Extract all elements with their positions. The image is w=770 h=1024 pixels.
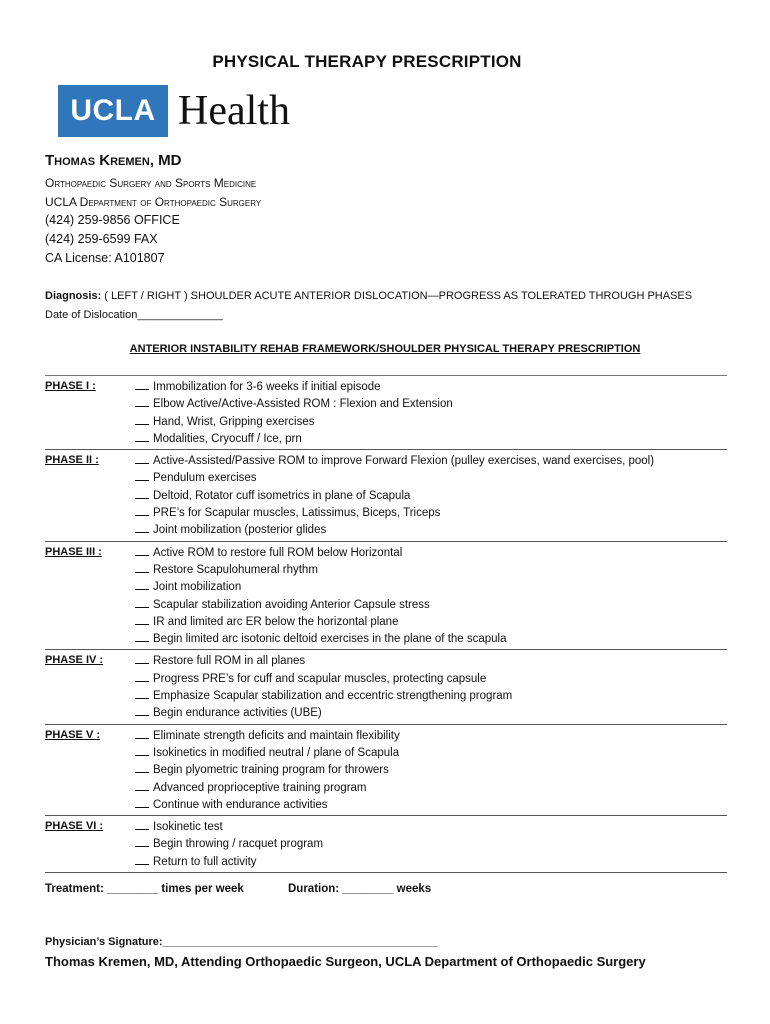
checkbox-blank[interactable] — [135, 797, 149, 808]
checkbox-blank[interactable] — [135, 414, 149, 425]
phase-label: PHASE IV : — [45, 654, 104, 667]
phase-item — [135, 505, 727, 522]
phase-item — [135, 688, 727, 705]
checkbox-blank[interactable] — [135, 780, 149, 791]
phase-item-text: Restore Scapulohumeral rhythm — [153, 563, 318, 576]
checkbox-blank[interactable] — [135, 705, 149, 716]
phase-label: PHASE I : — [45, 380, 96, 392]
phases-table — [45, 375, 727, 873]
phase-item — [135, 431, 727, 448]
phase-item-text: Eliminate strength deficits and maintain flexibility — [153, 729, 400, 742]
phase-item — [135, 396, 727, 413]
checkbox-blank[interactable] — [135, 819, 149, 830]
checkbox-blank[interactable] — [135, 562, 149, 573]
phase-item-text: Begin limited arc isotonic deltoid exercises in the plane of the scapula — [153, 633, 507, 646]
phase-item — [135, 728, 727, 745]
checkbox-blank[interactable] — [135, 653, 149, 664]
phase-item — [135, 836, 727, 853]
phase-item-text: Advanced proprioceptive training program — [153, 781, 367, 794]
phase-items — [135, 545, 727, 649]
phase-label: PHASE V : — [45, 728, 101, 741]
doctor-specialty: Orthopaedic Surgery and Sports Medicine — [45, 176, 257, 190]
phase-items — [135, 819, 727, 871]
checkbox-blank[interactable] — [135, 522, 149, 533]
checkbox-blank[interactable] — [135, 488, 149, 499]
logo-word: Health — [178, 88, 290, 134]
checkbox-blank[interactable] — [135, 579, 149, 590]
phase-item-text: Immobilization for 3-6 weeks if initial episode — [153, 381, 381, 393]
phase-item — [135, 597, 727, 614]
phase-item-text: Active-Assisted/Passive ROM to improve Forward Flexion (pulley exercises, wand exercises, pool) — [153, 455, 655, 468]
phase-items — [135, 653, 727, 722]
phase-item — [135, 579, 727, 596]
phase-item-text: Begin endurance activities (UBE) — [153, 707, 322, 720]
phase-item — [135, 762, 727, 779]
checkbox-blank[interactable] — [135, 854, 149, 865]
diagnosis-text: ( LEFT / RIGHT ) SHOULDER ACUTE ANTERIOR DISLOCATION—PROGRESS AS TOLERATED THROUGH PHASES — [104, 290, 693, 302]
phase-item-text: Elbow Active/Active-Assisted ROM : Flexion and Extension — [153, 398, 453, 411]
phase-row — [45, 376, 727, 450]
phase-item-text: Isokinetics in modified neutral / plane of Scapula — [153, 746, 400, 759]
diagnosis-line — [45, 290, 692, 302]
phase-item-text: Pendulum exercises — [153, 472, 257, 485]
checkbox-blank[interactable] — [135, 470, 149, 481]
phase-item-text: Deltoid, Rotator cuff isometrics in plane of Scapula — [153, 489, 411, 502]
phase-item-text: Joint mobilization — [153, 581, 242, 594]
phase-item-text: Hand, Wrist, Gripping exercises — [153, 415, 315, 428]
checkbox-blank[interactable] — [135, 762, 149, 773]
checkbox-blank[interactable] — [135, 745, 149, 756]
phase-item — [135, 414, 727, 431]
checkbox-blank[interactable] — [135, 505, 149, 516]
doctor-department: UCLA Department of Orthopaedic Surgery — [45, 195, 262, 209]
footer-attribution: Thomas Kremen, MD, Attending Orthopaedic Surgeon, UCLA Department of Orthopaedic Surgery — [45, 954, 646, 969]
checkbox-blank[interactable] — [135, 631, 149, 642]
phase-item — [135, 470, 727, 487]
checkbox-blank[interactable] — [135, 728, 149, 739]
phase-item — [135, 614, 727, 631]
ucla-health-logo — [58, 85, 290, 137]
doctor-name: Thomas Kremen, MD — [45, 152, 182, 169]
office-phone: (424) 259-9856 OFFICE — [45, 213, 180, 227]
signature-field[interactable]: Physician’s Signature:_____________________________________________ — [45, 936, 438, 948]
checkbox-blank[interactable] — [135, 545, 149, 556]
phase-item-text: Progress PRE’s for cuff and scapular muscles, protecting capsule — [153, 672, 487, 685]
phase-items — [135, 728, 727, 814]
license-number: CA License: A101807 — [45, 251, 165, 265]
phase-item-text: IR and limited arc ER below the horizontal plane — [153, 615, 399, 628]
phase-item — [135, 562, 727, 579]
phase-item-text: PRE’s for Scapular muscles, Latissimus, Biceps, Triceps — [153, 507, 441, 520]
phase-item — [135, 488, 727, 505]
phase-item-text: Return to full activity — [153, 855, 257, 868]
phase-row — [45, 816, 727, 873]
phase-label: PHASE III : — [45, 545, 102, 558]
checkbox-blank[interactable] — [135, 671, 149, 682]
phase-item-text: Isokinetic test — [153, 821, 223, 834]
duration-field[interactable]: Duration: ________ weeks — [288, 883, 432, 895]
checkbox-blank[interactable] — [135, 396, 149, 407]
phase-row — [45, 650, 727, 724]
phase-item-text: Joint mobilization (posterior glides — [153, 524, 327, 537]
phase-item-text: Scapular stabilization avoiding Anterior Capsule stress — [153, 598, 430, 611]
phase-item — [135, 671, 727, 688]
treatment-field[interactable]: Treatment: ________ times per week — [45, 883, 244, 895]
checkbox-blank[interactable] — [135, 614, 149, 625]
fax-number: (424) 259-6599 FAX — [45, 232, 158, 246]
phase-item — [135, 545, 727, 562]
phase-item — [135, 819, 727, 836]
phase-item-text: Continue with endurance activities — [153, 798, 328, 811]
phase-item — [135, 780, 727, 797]
phase-item-text: Begin plyometric training program for throwers — [153, 764, 389, 777]
page-title: PHYSICAL THERAPY PRESCRIPTION — [212, 52, 522, 71]
phase-item-text: Begin throwing / racquet program — [153, 838, 324, 851]
phase-item-text: Restore full ROM in all planes — [153, 655, 306, 668]
framework-heading: ANTERIOR INSTABILITY REHAB FRAMEWORK/SHOULDER PHYSICAL THERAPY PRESCRIPTION — [129, 343, 641, 355]
phase-item-text: Emphasize Scapular stabilization and eccentric strengthening program — [153, 690, 513, 703]
phase-item-text: Active ROM to restore full ROM below Horizontal — [153, 546, 403, 559]
phase-items — [135, 379, 727, 448]
checkbox-blank[interactable] — [135, 836, 149, 847]
phase-items — [135, 453, 727, 539]
phase-item — [135, 854, 727, 871]
phase-item — [135, 522, 727, 539]
phase-item — [135, 745, 727, 762]
phase-row — [45, 725, 727, 816]
phase-label: PHASE VI : — [45, 820, 104, 833]
phase-item — [135, 379, 727, 396]
checkbox-blank[interactable] — [135, 453, 149, 464]
date-of-dislocation-field[interactable]: Date of Dislocation______________ — [45, 309, 223, 321]
checkbox-blank[interactable] — [135, 688, 149, 699]
phase-row — [45, 450, 727, 541]
phase-item — [135, 797, 727, 814]
phase-item — [135, 631, 727, 648]
phase-label: PHASE II : — [45, 454, 99, 467]
phase-item — [135, 453, 727, 470]
checkbox-blank[interactable] — [135, 597, 149, 608]
phase-item-text: Modalities, Cryocuff / Ice, prn — [153, 432, 302, 445]
phase-item — [135, 653, 727, 670]
phase-item — [135, 705, 727, 722]
diagnosis-label: Diagnosis: — [45, 290, 102, 302]
checkbox-blank[interactable] — [135, 379, 149, 390]
phase-row — [45, 542, 727, 651]
logo-box: UCLA — [58, 85, 168, 137]
checkbox-blank[interactable] — [135, 431, 149, 442]
